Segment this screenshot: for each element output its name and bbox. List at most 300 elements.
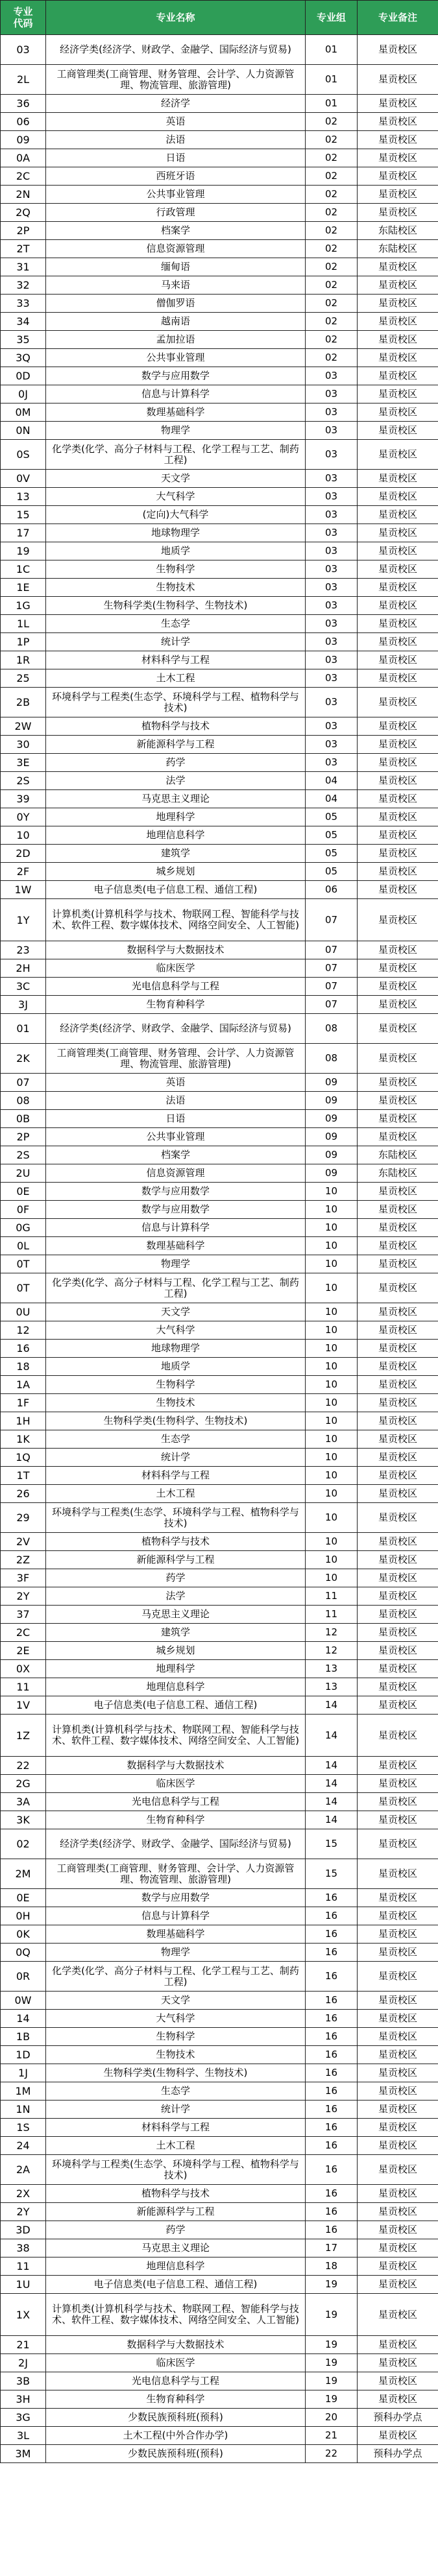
major-note-cell: 东陆校区 — [358, 222, 438, 240]
major-code-cell: 0W — [1, 1992, 46, 2010]
major-name-cell: 生物科学类(生物科学、生物技术) — [46, 1412, 306, 1430]
table-row — [1, 669, 438, 688]
major-code-cell: 0J — [1, 385, 46, 403]
major-note-cell: 星贡校区 — [358, 1273, 438, 1303]
table-row — [1, 899, 438, 941]
major-group-cell: 02 — [306, 276, 358, 295]
major-name-cell: 临床医学 — [46, 959, 306, 978]
major-code-cell: 2L — [1, 65, 46, 95]
major-group-cell: 10 — [306, 1449, 358, 1467]
major-code-cell: 1R — [1, 651, 46, 669]
major-note-cell: 星贡校区 — [358, 488, 438, 506]
table-row — [1, 2257, 438, 2276]
major-group-cell: 07 — [306, 978, 358, 996]
major-note-cell: 星贡校区 — [358, 2276, 438, 2294]
table-row — [1, 1467, 438, 1485]
table-row — [1, 826, 438, 845]
major-note-cell: 星贡校区 — [358, 1201, 438, 1219]
table-row — [1, 2221, 438, 2239]
major-code-cell: 1X — [1, 2294, 46, 2336]
major-group-cell: 03 — [306, 579, 358, 597]
major-note-cell: 星贡校区 — [358, 186, 438, 204]
major-note-cell: 星贡校区 — [358, 688, 438, 717]
major-note-cell: 星贡校区 — [358, 1467, 438, 1485]
major-group-cell: 07 — [306, 899, 358, 941]
major-code-cell: 10 — [1, 826, 46, 845]
major-name-cell: 建筑学 — [46, 1624, 306, 1642]
major-name-cell: 少数民族预科班(预科) — [46, 2445, 306, 2463]
major-name-cell: 环境科学与工程类(生态学、环境科学与工程、植物科学与技术) — [46, 688, 306, 717]
major-name-cell: 英语 — [46, 113, 306, 131]
table-row — [1, 1110, 438, 1128]
table-row — [1, 403, 438, 422]
major-group-cell: 10 — [306, 1273, 358, 1303]
major-code-cell: 0B — [1, 1110, 46, 1128]
table-row — [1, 2101, 438, 2119]
major-group-cell: 01 — [306, 95, 358, 113]
major-note-cell: 星贡校区 — [358, 959, 438, 978]
major-name-cell: 生态学 — [46, 615, 306, 633]
major-name-cell: 光电信息科学与工程 — [46, 978, 306, 996]
major-code-cell: 2W — [1, 717, 46, 736]
major-note-cell: 星贡校区 — [358, 313, 438, 331]
table-row — [1, 1793, 438, 1811]
major-code-cell: 0T — [1, 1273, 46, 1303]
major-group-cell: 14 — [306, 1775, 358, 1793]
major-name-cell: 数学与应用数学 — [46, 367, 306, 385]
major-name-cell: 生物科学 — [46, 560, 306, 579]
table-row — [1, 167, 438, 186]
major-code-cell: 0N — [1, 422, 46, 440]
major-name-cell: 化学类(化学、高分子材料与工程、化学工程与工艺、制药工程) — [46, 1962, 306, 1992]
major-name-cell: 生态学 — [46, 1430, 306, 1449]
major-name-cell: 生物育种科学 — [46, 2390, 306, 2409]
major-note-cell: 星贡校区 — [358, 1587, 438, 1606]
table-row — [1, 331, 438, 349]
major-note-cell: 预科办学点 — [358, 2409, 438, 2427]
table-row — [1, 2294, 438, 2336]
major-note-cell: 星贡校区 — [358, 1255, 438, 1273]
major-name-cell: 少数民族预科班(预科) — [46, 2409, 306, 2427]
table-row — [1, 560, 438, 579]
major-group-cell: 16 — [306, 1907, 358, 1925]
table-row — [1, 1925, 438, 1944]
major-code-cell: 0K — [1, 1925, 46, 1944]
major-group-cell: 16 — [306, 2101, 358, 2119]
major-note-cell: 星贡校区 — [358, 2064, 438, 2082]
major-name-cell: 大气科学 — [46, 2010, 306, 2028]
major-name-cell: 化学类(化学、高分子材料与工程、化学工程与工艺、制药工程) — [46, 1273, 306, 1303]
major-group-cell: 14 — [306, 1696, 358, 1715]
major-group-cell: 02 — [306, 313, 358, 331]
major-name-cell: 植物科学与技术 — [46, 717, 306, 736]
major-note-cell: 星贡校区 — [358, 597, 438, 615]
major-group-cell: 05 — [306, 863, 358, 881]
table-row — [1, 2155, 438, 2185]
table-row — [1, 35, 438, 65]
major-note-cell: 预科办学点 — [358, 2445, 438, 2463]
major-group-cell: 11 — [306, 1587, 358, 1606]
major-name-cell: 新能源科学与工程 — [46, 736, 306, 754]
table-row — [1, 1303, 438, 1321]
major-group-cell: 02 — [306, 113, 358, 131]
major-code-cell: 2C — [1, 1624, 46, 1642]
major-note-cell: 星贡校区 — [358, 808, 438, 826]
major-code-cell: 2J — [1, 2354, 46, 2372]
table-row — [1, 1255, 438, 1273]
major-code-cell: 0Y — [1, 808, 46, 826]
major-note-cell: 星贡校区 — [358, 524, 438, 542]
table-row — [1, 131, 438, 149]
major-name-cell: 计算机类(计算机科学与技术、物联网工程、智能科学与技术、软件工程、数字媒体技术、网络空间安全、人工智能) — [46, 2294, 306, 2336]
major-group-cell: 19 — [306, 2336, 358, 2354]
table-row — [1, 2276, 438, 2294]
major-code-cell: 32 — [1, 276, 46, 295]
major-code-cell: 2M — [1, 1859, 46, 1889]
major-group-cell: 03 — [306, 717, 358, 736]
header-major-group: 专业组 — [306, 1, 358, 35]
table-row — [1, 385, 438, 403]
major-group-cell: 09 — [306, 1164, 358, 1183]
major-name-cell: 天文学 — [46, 470, 306, 488]
major-note-cell: 星贡校区 — [358, 1340, 438, 1358]
table-row — [1, 313, 438, 331]
major-code-cell: 3Q — [1, 349, 46, 367]
major-code-cell: 0E — [1, 1183, 46, 1201]
major-code-cell: 1V — [1, 1696, 46, 1715]
major-group-cell: 03 — [306, 615, 358, 633]
major-name-cell: 临床医学 — [46, 1775, 306, 1793]
major-group-cell: 02 — [306, 240, 358, 258]
major-name-cell: 数学与应用数学 — [46, 1183, 306, 1201]
major-note-cell: 星贡校区 — [358, 1503, 438, 1533]
major-name-cell: 地球物理学 — [46, 1340, 306, 1358]
major-note-cell: 星贡校区 — [358, 1944, 438, 1962]
table-row — [1, 542, 438, 560]
major-code-cell: 1Z — [1, 1715, 46, 1757]
table-row — [1, 1164, 438, 1183]
major-code-cell: 08 — [1, 1092, 46, 1110]
major-code-cell: 09 — [1, 131, 46, 149]
major-code-cell: 1W — [1, 881, 46, 899]
major-note-cell: 星贡校区 — [358, 1569, 438, 1587]
major-name-cell: 土木工程 — [46, 669, 306, 688]
table-row — [1, 1092, 438, 1110]
major-group-cell: 09 — [306, 1128, 358, 1146]
major-group-cell: 10 — [306, 1340, 358, 1358]
major-name-cell: 药学 — [46, 1569, 306, 1587]
major-group-cell: 16 — [306, 1889, 358, 1907]
major-group-cell: 19 — [306, 2372, 358, 2390]
table-row — [1, 1201, 438, 1219]
major-note-cell: 星贡校区 — [358, 506, 438, 524]
major-group-cell: 10 — [306, 1201, 358, 1219]
major-note-cell: 星贡校区 — [358, 422, 438, 440]
table-row — [1, 240, 438, 258]
table-row — [1, 941, 438, 959]
major-name-cell: 土木工程 — [46, 1485, 306, 1503]
major-note-cell: 星贡校区 — [358, 149, 438, 167]
major-note-cell: 星贡校区 — [358, 2010, 438, 2028]
major-note-cell: 星贡校区 — [358, 1430, 438, 1449]
major-note-cell: 星贡校区 — [358, 2354, 438, 2372]
major-note-cell: 星贡校区 — [358, 1660, 438, 1678]
table-row — [1, 2028, 438, 2046]
major-code-cell: 1B — [1, 2028, 46, 2046]
major-code-cell: 1P — [1, 633, 46, 651]
table-row — [1, 2445, 438, 2463]
major-group-cell: 07 — [306, 941, 358, 959]
major-group-cell: 16 — [306, 2010, 358, 2028]
major-group-cell: 16 — [306, 2185, 358, 2203]
major-note-cell: 星贡校区 — [358, 2221, 438, 2239]
major-note-cell: 星贡校区 — [358, 542, 438, 560]
major-code-cell: 0U — [1, 1303, 46, 1321]
major-group-cell: 12 — [306, 1624, 358, 1642]
major-code-cell: 15 — [1, 506, 46, 524]
major-code-cell: 1J — [1, 2064, 46, 2082]
major-code-cell: 3F — [1, 1569, 46, 1587]
table-row — [1, 1183, 438, 1201]
major-group-cell: 03 — [306, 651, 358, 669]
table-row — [1, 2409, 438, 2427]
major-code-cell: 0A — [1, 149, 46, 167]
major-name-cell: 大气科学 — [46, 488, 306, 506]
major-name-cell: 临床医学 — [46, 2354, 306, 2372]
table-row — [1, 1503, 438, 1533]
major-name-cell: 生物育种科学 — [46, 996, 306, 1014]
major-code-cell: 0G — [1, 1219, 46, 1237]
table-row — [1, 2082, 438, 2101]
major-note-cell: 星贡校区 — [358, 996, 438, 1014]
major-name-cell: 统计学 — [46, 2101, 306, 2119]
major-name-cell: 日语 — [46, 149, 306, 167]
major-code-cell: 2E — [1, 1642, 46, 1660]
major-note-cell: 星贡校区 — [358, 258, 438, 276]
major-group-cell: 10 — [306, 1321, 358, 1340]
major-name-cell: 数据科学与大数据技术 — [46, 1757, 306, 1775]
table-row — [1, 688, 438, 717]
table-row — [1, 1962, 438, 1992]
major-code-cell: 2A — [1, 2155, 46, 2185]
major-group-cell: 16 — [306, 1925, 358, 1944]
table-row — [1, 2354, 438, 2372]
major-note-cell: 星贡校区 — [358, 1092, 438, 1110]
major-note-cell: 星贡校区 — [358, 2028, 438, 2046]
major-code-cell: 24 — [1, 2137, 46, 2155]
major-name-cell: 越南语 — [46, 313, 306, 331]
table-row — [1, 149, 438, 167]
major-name-cell: 数学与应用数学 — [46, 1889, 306, 1907]
major-name-cell: 信息与计算科学 — [46, 1219, 306, 1237]
major-code-cell: 2V — [1, 1533, 46, 1551]
major-note-cell: 星贡校区 — [358, 2372, 438, 2390]
table-row — [1, 1321, 438, 1340]
table-row — [1, 1696, 438, 1715]
major-group-cell: 10 — [306, 1503, 358, 1533]
major-group-cell: 03 — [306, 633, 358, 651]
major-name-cell: 经济学类(经济学、财政学、金融学、国际经济与贸易) — [46, 1829, 306, 1859]
major-name-cell: 数理基础科学 — [46, 403, 306, 422]
major-note-cell: 星贡校区 — [358, 1696, 438, 1715]
table-row — [1, 597, 438, 615]
major-note-cell: 星贡校区 — [358, 440, 438, 470]
major-code-cell: 1M — [1, 2082, 46, 2101]
table-row — [1, 1587, 438, 1606]
major-note-cell: 星贡校区 — [358, 2239, 438, 2257]
table-row — [1, 1569, 438, 1587]
major-name-cell: 工商管理类(工商管理、财务管理、会计学、人力资源管理、物流管理、旅游管理) — [46, 65, 306, 95]
major-note-cell: 星贡校区 — [358, 2257, 438, 2276]
major-name-cell: 天文学 — [46, 1992, 306, 2010]
major-name-cell: 建筑学 — [46, 845, 306, 863]
table-row — [1, 1907, 438, 1925]
major-note-cell: 星贡校区 — [358, 1358, 438, 1376]
major-code-cell: 03 — [1, 35, 46, 65]
major-code-cell: 02 — [1, 1829, 46, 1859]
major-note-cell: 星贡校区 — [358, 2137, 438, 2155]
major-group-cell: 02 — [306, 149, 358, 167]
major-code-cell: 23 — [1, 941, 46, 959]
major-note-cell: 星贡校区 — [358, 736, 438, 754]
major-note-cell: 星贡校区 — [358, 881, 438, 899]
major-group-cell: 19 — [306, 2294, 358, 2336]
major-note-cell: 星贡校区 — [358, 845, 438, 863]
major-note-cell: 星贡校区 — [358, 1907, 438, 1925]
major-code-cell: 2G — [1, 1775, 46, 1793]
major-group-cell: 19 — [306, 2276, 358, 2294]
major-note-cell: 星贡校区 — [358, 131, 438, 149]
major-note-cell: 星贡校区 — [358, 1678, 438, 1696]
major-code-cell: 38 — [1, 2239, 46, 2257]
major-group-cell: 04 — [306, 772, 358, 790]
major-name-cell: 电子信息类(电子信息工程、通信工程) — [46, 2276, 306, 2294]
major-group-cell: 10 — [306, 1376, 358, 1394]
table-row — [1, 1889, 438, 1907]
major-note-cell: 星贡校区 — [358, 2185, 438, 2203]
major-code-cell: 1D — [1, 2046, 46, 2064]
table-row — [1, 222, 438, 240]
major-code-cell: 1Q — [1, 1449, 46, 1467]
major-name-cell: 公共事业管理 — [46, 349, 306, 367]
major-group-cell: 09 — [306, 1110, 358, 1128]
major-code-cell: 30 — [1, 736, 46, 754]
major-group-cell: 22 — [306, 2445, 358, 2463]
table-row — [1, 2119, 438, 2137]
major-note-cell: 星贡校区 — [358, 35, 438, 65]
table-row — [1, 422, 438, 440]
table-row — [1, 1485, 438, 1503]
major-code-cell: 0R — [1, 1962, 46, 1992]
major-group-cell: 03 — [306, 440, 358, 470]
major-name-cell: 生物技术 — [46, 579, 306, 597]
table-row — [1, 772, 438, 790]
table-row — [1, 2372, 438, 2390]
table-row — [1, 2064, 438, 2082]
major-note-cell: 星贡校区 — [358, 1533, 438, 1551]
major-name-cell: 工商管理类(工商管理、财务管理、会计学、人力资源管理、物流管理、旅游管理) — [46, 1044, 306, 1074]
major-name-cell: 植物科学与技术 — [46, 1533, 306, 1551]
table-row — [1, 863, 438, 881]
table-row — [1, 186, 438, 204]
major-group-cell: 16 — [306, 1944, 358, 1962]
major-group-cell: 03 — [306, 736, 358, 754]
major-note-cell: 星贡校区 — [358, 2082, 438, 2101]
major-note-cell: 星贡校区 — [358, 1376, 438, 1394]
major-note-cell: 星贡校区 — [358, 1074, 438, 1092]
major-note-cell: 星贡校区 — [358, 772, 438, 790]
major-group-cell: 02 — [306, 349, 358, 367]
major-code-cell: 1S — [1, 2119, 46, 2137]
major-group-cell: 03 — [306, 688, 358, 717]
major-name-cell: 地质学 — [46, 1358, 306, 1376]
major-code-cell: 13 — [1, 488, 46, 506]
table-row — [1, 1014, 438, 1044]
major-group-cell: 04 — [306, 790, 358, 808]
major-name-cell: 生物科学 — [46, 1376, 306, 1394]
table-row — [1, 736, 438, 754]
major-note-cell: 星贡校区 — [358, 1642, 438, 1660]
major-name-cell: 地理信息科学 — [46, 2257, 306, 2276]
table-row — [1, 790, 438, 808]
major-note-cell: 星贡校区 — [358, 669, 438, 688]
major-note-cell: 星贡校区 — [358, 95, 438, 113]
table-row — [1, 1376, 438, 1394]
table-row — [1, 2336, 438, 2354]
major-name-cell: 缅甸语 — [46, 258, 306, 276]
table-row — [1, 1044, 438, 1074]
major-name-cell: 生物科学 — [46, 2028, 306, 2046]
major-code-cell: 3K — [1, 1811, 46, 1829]
major-note-cell: 星贡校区 — [358, 1551, 438, 1569]
major-group-cell: 10 — [306, 1551, 358, 1569]
major-name-cell: 化学类(化学、高分子材料与工程、化学工程与工艺、制药工程) — [46, 440, 306, 470]
major-group-cell: 13 — [306, 1660, 358, 1678]
major-code-cell: 2S — [1, 1146, 46, 1164]
major-group-cell: 15 — [306, 1829, 358, 1859]
major-note-cell: 星贡校区 — [358, 2119, 438, 2137]
major-code-cell: 33 — [1, 295, 46, 313]
major-name-cell: 光电信息科学与工程 — [46, 1793, 306, 1811]
major-name-cell: 地理信息科学 — [46, 1678, 306, 1696]
major-note-cell: 星贡校区 — [358, 651, 438, 669]
major-code-cell: 1A — [1, 1376, 46, 1394]
major-code-cell: 16 — [1, 1340, 46, 1358]
table-row — [1, 633, 438, 651]
major-name-cell: 数理基础科学 — [46, 1925, 306, 1944]
major-code-cell: 25 — [1, 669, 46, 688]
major-name-cell: 经济学 — [46, 95, 306, 113]
major-group-cell: 03 — [306, 597, 358, 615]
major-code-cell: 0D — [1, 367, 46, 385]
major-note-cell: 星贡校区 — [358, 1889, 438, 1907]
major-name-cell: 数据科学与大数据技术 — [46, 941, 306, 959]
major-note-cell: 东陆校区 — [358, 1164, 438, 1183]
major-group-cell: 03 — [306, 669, 358, 688]
table-row — [1, 1394, 438, 1412]
major-code-cell: 2P — [1, 222, 46, 240]
major-group-cell: 14 — [306, 1757, 358, 1775]
major-group-cell: 10 — [306, 1237, 358, 1255]
major-note-cell: 星贡校区 — [358, 2294, 438, 2336]
major-name-cell: 僧伽罗语 — [46, 295, 306, 313]
table-row — [1, 524, 438, 542]
major-group-cell: 01 — [306, 35, 358, 65]
header-major-code: 专业 代码 — [1, 1, 46, 35]
major-group-cell: 16 — [306, 2155, 358, 2185]
table-row — [1, 881, 438, 899]
table-row — [1, 204, 438, 222]
